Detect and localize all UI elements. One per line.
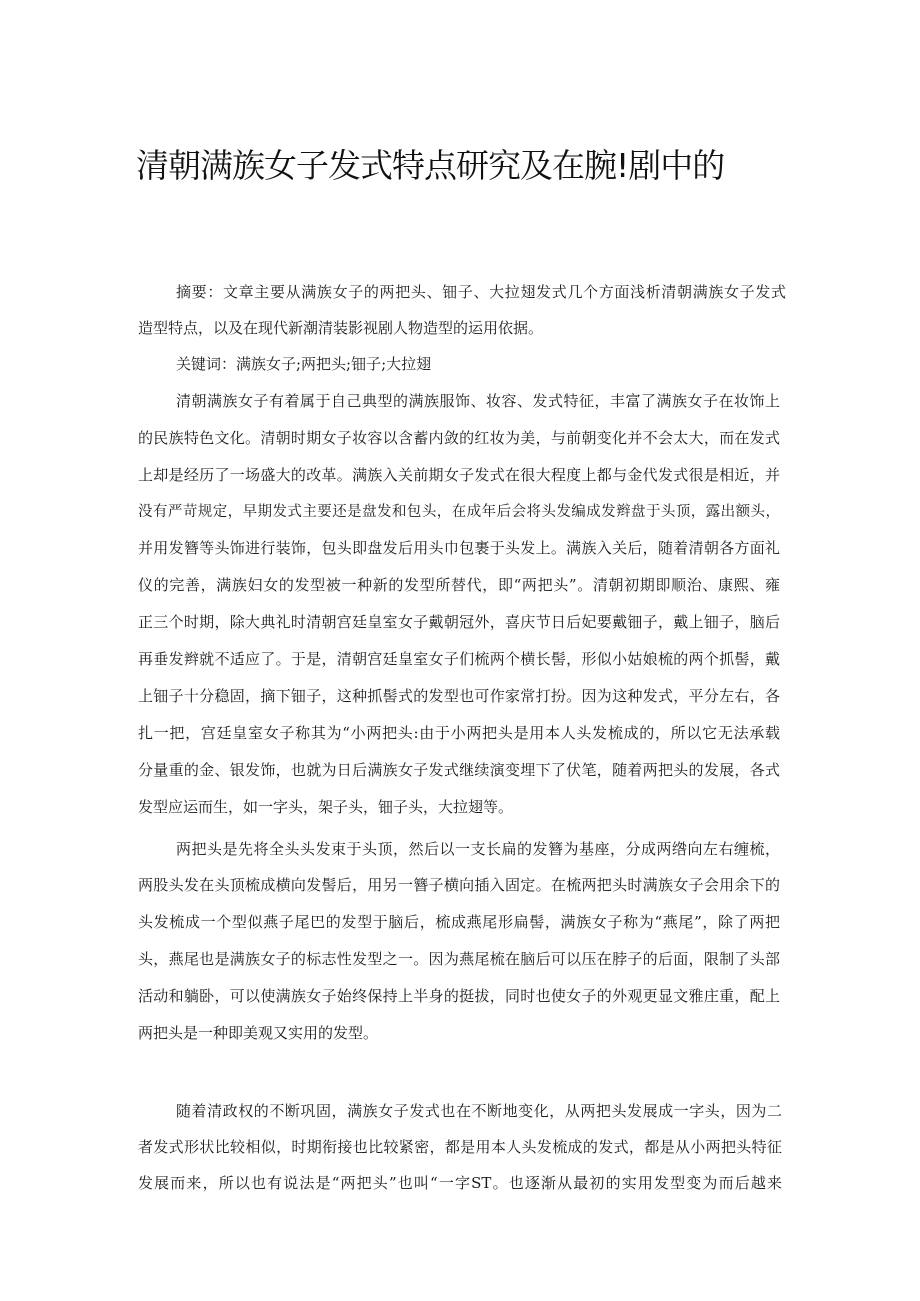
paragraph-line: 两把头是先将全头头发束于头顶，然后以一支长扁的发簪为基座，分成两绺向左右缠梳， xyxy=(176,840,780,858)
abstract-line: 摘要：文章主要从满族女子的两把头、钿子、大拉翅发式几个方面浅析清朝满族女子发式 xyxy=(176,283,786,301)
paragraph-line: 再垂发辫就不适应了。于是，清朝宫廷皇室女子们梳两个横长髻，形似小姑娘梳的两个抓髻，戴 xyxy=(138,650,780,668)
paragraph-line: 并用发簪等头饰进行装饰，包头即盘发后用头巾包裹于头发上。满族入关后，随着清朝各方面礼 xyxy=(138,539,780,557)
paragraph-line: 发型应运而生，如一字头，架子头，钿子头，大拉翅等。 xyxy=(138,798,514,816)
paragraph-line: 正三个时期，除大典礼时清朝宫廷皇室女子戴朝冠外，喜庆节日后妃要戴钿子，戴上钿子，脑后 xyxy=(138,613,780,631)
abstract-line: 造型特点，以及在现代新潮清装影视剧人物造型的运用依据。 xyxy=(138,319,544,337)
paragraph-line: 两把头是一种即美观又实用的发型。 xyxy=(138,1024,379,1042)
paragraph-line: 两股头发在头顶梳成横向发髻后，用另一簪子横向插入固定。在梳两把头时满族女子会用余下的 xyxy=(138,876,780,894)
paragraph-line: 活动和躺卧，可以使满族女子始终保持上半身的挺拔，同时也使女子的外观更显文雅庄重，配上 xyxy=(138,987,780,1005)
document-title: 清朝满族女子发式特点研究及在腕!剧中的 xyxy=(136,146,725,185)
paragraph-line: 清朝满族女子有着属于自己典型的满族服饰、妆容、发式特征，丰富了满族女子在妆饰上 xyxy=(176,392,780,410)
paragraph-line: 头，燕尾也是满族女子的标志性发型之一。因为燕尾梳在脑后可以压在脖子的后面，限制了头部 xyxy=(138,950,780,968)
paragraph-line: 分量重的金、银发饰，也就为日后满族女子发式继续演变埋下了伏笔，随着两把头的发展，各式 xyxy=(138,761,780,779)
paragraph-line: 上钿子十分稳固，摘下钿子，这种抓髻式的发型也可作家常打扮。因为这种发式，平分左右，各 xyxy=(138,687,780,705)
paragraph-line: 发展而来，所以也有说法是“两把头”也叫“一字ST。也逐渐从最初的实用发型变为而后越来 xyxy=(138,1174,782,1192)
paragraph-line: 者发式形状比较相似，时期衔接也比较紧密，都是用本人头发梳成的发式，都是从小两把头特征 xyxy=(138,1138,782,1156)
paragraph-line: 随着清政权的不断巩固，满族女子发式也在不断地变化，从两把头发展成一字头，因为二 xyxy=(176,1102,782,1120)
paragraph-line: 头发梳成一个型似燕子尾巴的发型于脑后，梳成燕尾形扁髻，满族女子称为“燕尾”，除了两把 xyxy=(138,913,780,931)
paragraph-line: 上却是经历了一场盛大的改革。满族入关前期女子发式在很大程度上都与金代发式很是相近，并 xyxy=(138,466,780,484)
paragraph-line: 的民族特色文化。清朝时期女子妆容以含蓄内敛的红妆为美，与前朝变化并不会太大，而在发式 xyxy=(138,429,780,447)
paragraph-line: 仪的完善，满族妇女的发型被一种新的发型所替代，即“两把头”。清朝初期即顺治、康熙、雍 xyxy=(138,576,780,594)
paragraph-line: 没有严苛规定，早期发式主要还是盘发和包头，在成年后会将头发编成发辫盘于头顶，露出额头， xyxy=(138,504,780,520)
keywords-line: 关键词：满族女子;两把头;钿子;大拉翅 xyxy=(176,355,432,373)
paragraph-line: 扎一把，宫廷皇室女子称其为“小两把头:由于小两把头是用本人头发梳成的，所以它无法承载 xyxy=(138,724,780,742)
